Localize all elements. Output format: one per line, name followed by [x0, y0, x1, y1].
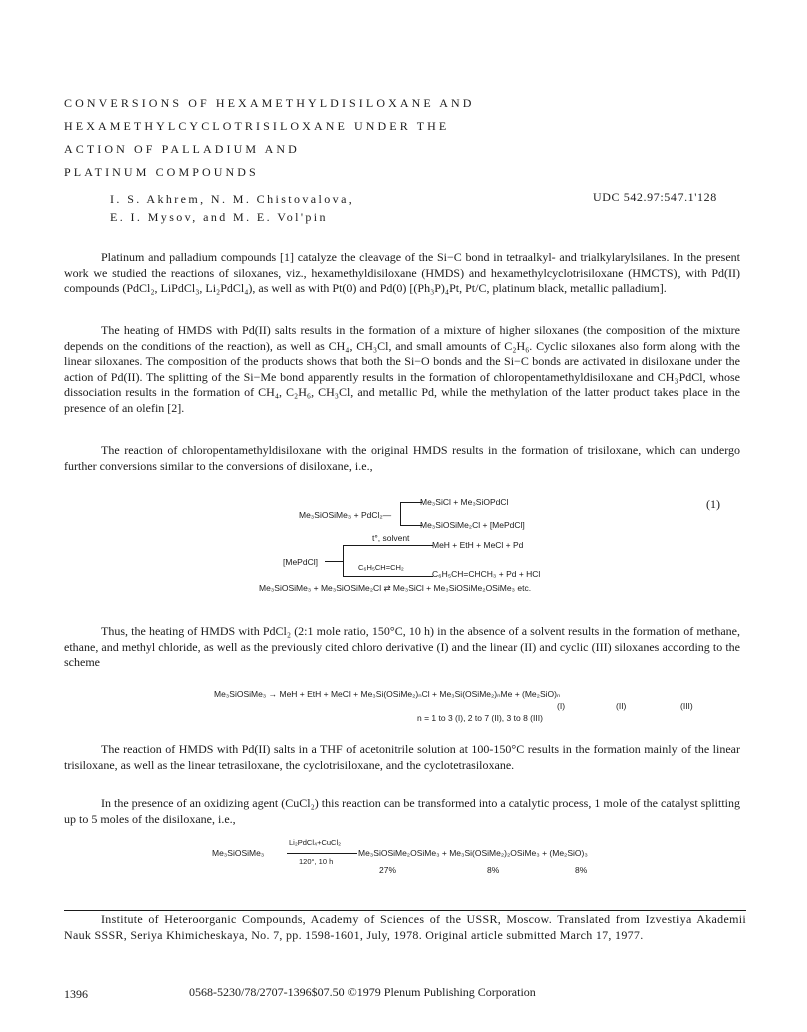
scheme1-product-bottom: Me₃SiOSiMe₂Cl + [MePdCl]	[420, 520, 525, 530]
scheme1-arrow-top	[400, 502, 422, 503]
paragraph-trisiloxane: The reaction of chloropentamethyldisiloxane with the original HMDS results in the formation of trisiloxane, which can undergo further conversions similar to the conversions of disiloxane, i.e.,	[64, 443, 740, 473]
title-line: ACTION OF PALLADIUM AND	[64, 142, 300, 156]
scheme1-product-methylation: C₆H₅CH=CHCH₃ + Pd + HCl	[432, 569, 541, 579]
scheme1-arrow-solvent	[343, 545, 433, 546]
scheme3-condition-bottom: 120°, 10 h	[299, 857, 334, 866]
scheme1-equilibrium: Me₃SiOSiMe₃ + Me₃SiOSiMe₂Cl ⇄ Me₃SiCl + Me₃SiOSiMe₂OSiMe₃ etc.	[259, 583, 532, 593]
paragraph-thf: The reaction of HMDS with Pd(II) salts in a THF of acetonitrile solution at 100-150°C results in the formation mainly of the linear trisiloxane, as well as the linear tetrasiloxane, the cyclotrisiloxane, and the cyclotetrasiloxane.	[64, 742, 740, 772]
scheme1-mepdcl: [MePdCl]	[283, 557, 318, 567]
author-line: E. I. Mysov, and M. E. Vol'pin	[110, 210, 328, 224]
scheme1-connector	[325, 561, 343, 562]
paragraph-catalytic: In the presence of an oxidizing agent (CuCl₂) this reaction can be transformed into a catalytic process, 1 mole of the catalyst splitting up to 5 moles of the disiloxane, i.e.,	[64, 796, 740, 826]
author-list	[110, 190, 530, 226]
footnote: Institute of Heteroorganic Compounds, Academy of Sciences of the USSR, Moscow. Translated from Izvestiya Akademii Nauk SSSR, Seriya Khimicheskaya, No. 7, pp. 1598-1601, July, 1978. Original article submitted March 17, 1977.	[64, 912, 746, 942]
footnote-rule	[64, 910, 746, 911]
scheme3-products: Me₃SiOSiMe₂OSiMe₃ + Me₃Si(OSiMe₂)₂OSiMe₃ + (Me₂SiO)₃	[358, 848, 588, 858]
scheme1-bracket-2	[343, 545, 344, 577]
equation-number: (1)	[706, 497, 720, 511]
title-line: HEXAMETHYLCYCLOTRISILOXANE UNDER THE	[64, 119, 450, 133]
scheme3-arrow	[287, 853, 357, 854]
scheme3-yield-1: 27%	[379, 865, 397, 875]
paragraph-heating: The heating of HMDS with Pd(II) salts results in the formation of a mixture of higher siloxanes (the composition of the mixture depends on the conditions of the reaction), as well as CH₄, CH₃Cl, and small amounts of C₂H₆. Cyclic siloxanes also form along with the linear siloxanes. The composition of the products shows that both the Si−O bonds and the Si−C bonds are activated in disiloxane under the action of Pd(II). The splitting of the Si−Me bond apparently results in the formation of chloropentamethyldisiloxane and CH₃PdCl, whose dissociation results in the formation of CH₄, C₂H₆, CH₃Cl, and metallic Pd, while the methylation of the latter product takes place in the presence of an olefin [2].	[64, 323, 740, 415]
scheme1-condition-top: t°, solvent	[372, 533, 410, 543]
scheme2-label-3: (III)	[680, 701, 693, 711]
scheme1-product-gases: MeH + EtH + MeCl + Pd	[432, 540, 524, 550]
title-line: CONVERSIONS OF HEXAMETHYLDISILOXANE AND	[64, 96, 475, 110]
paragraph-intro: Platinum and palladium compounds [1] catalyze the cleavage of the Si−C bond in tetraalkyl- and trialkylarylsilanes. In the present work we studied the reactions of siloxanes, viz., hexamethyldisiloxane (HMDS) and hexamethylcyclotrisiloxane (HMCTS), with Pd(II) compounds (PdCl₂, LiPdCl₃, Li₂PdCl₄), as well as with Pt(0) and Pd(0) [(Ph₃P)₄Pt, Pt/C, platinum black, metallic palladium].	[64, 250, 740, 296]
scheme1-product-top: Me₃SiCl + Me₃SiOPdCl	[420, 497, 509, 507]
paragraph-heating-pdcl2: Thus, the heating of HMDS with PdCl₂ (2:1 mole ratio, 150°C, 10 h) in the absence of a solvent results in the formation of methane, ethane, and methyl chloride, as well as the previously cited chloro derivative (I) and the linear (II) and cyclic (III) siloxanes according to the scheme	[64, 624, 740, 670]
scheme3-yield-2: 8%	[487, 865, 500, 875]
scheme1-arrow-styrene	[343, 576, 433, 577]
scheme2-equation: Me₃SiOSiMe₃ → MeH + EtH + MeCl + Me₃Si(OSiMe₂)ₙCl + Me₃Si(OSiMe₂)ₙMe + (Me₂SiO)ₙ	[214, 689, 561, 699]
scheme1-condition-bottom: C₆H₅CH=CH₂	[358, 563, 404, 572]
scheme1-arrow-bottom	[400, 525, 422, 526]
scheme2-label-1: (I)	[557, 701, 566, 711]
page-number: 1396	[64, 987, 88, 1001]
author-line: I. S. Akhrem, N. M. Chistovalova,	[110, 192, 355, 206]
title-line: PLATINUM COMPOUNDS	[64, 165, 259, 179]
udc-code: UDC 542.97:547.1'128	[593, 190, 717, 204]
scheme3-condition-top: Li₂PdCl₄+CuCl₂	[289, 838, 342, 847]
scheme3-reactant: Me₃SiOSiMe₃	[212, 848, 265, 858]
scheme3-yield-3: 8%	[575, 865, 588, 875]
scheme1-reactant: Me₃SiOSiMe₃ + PdCl₂—	[299, 510, 392, 520]
copyright-line: 0568-5230/78/2707-1396$07.50 ©1979 Plenum Publishing Corporation	[189, 985, 536, 999]
scheme1-bracket	[400, 502, 401, 526]
article-title	[64, 92, 624, 184]
scheme2-range: n = 1 to 3 (I), 2 to 7 (II), 3 to 8 (III)	[417, 713, 543, 723]
scheme2-label-2: (II)	[616, 701, 627, 711]
